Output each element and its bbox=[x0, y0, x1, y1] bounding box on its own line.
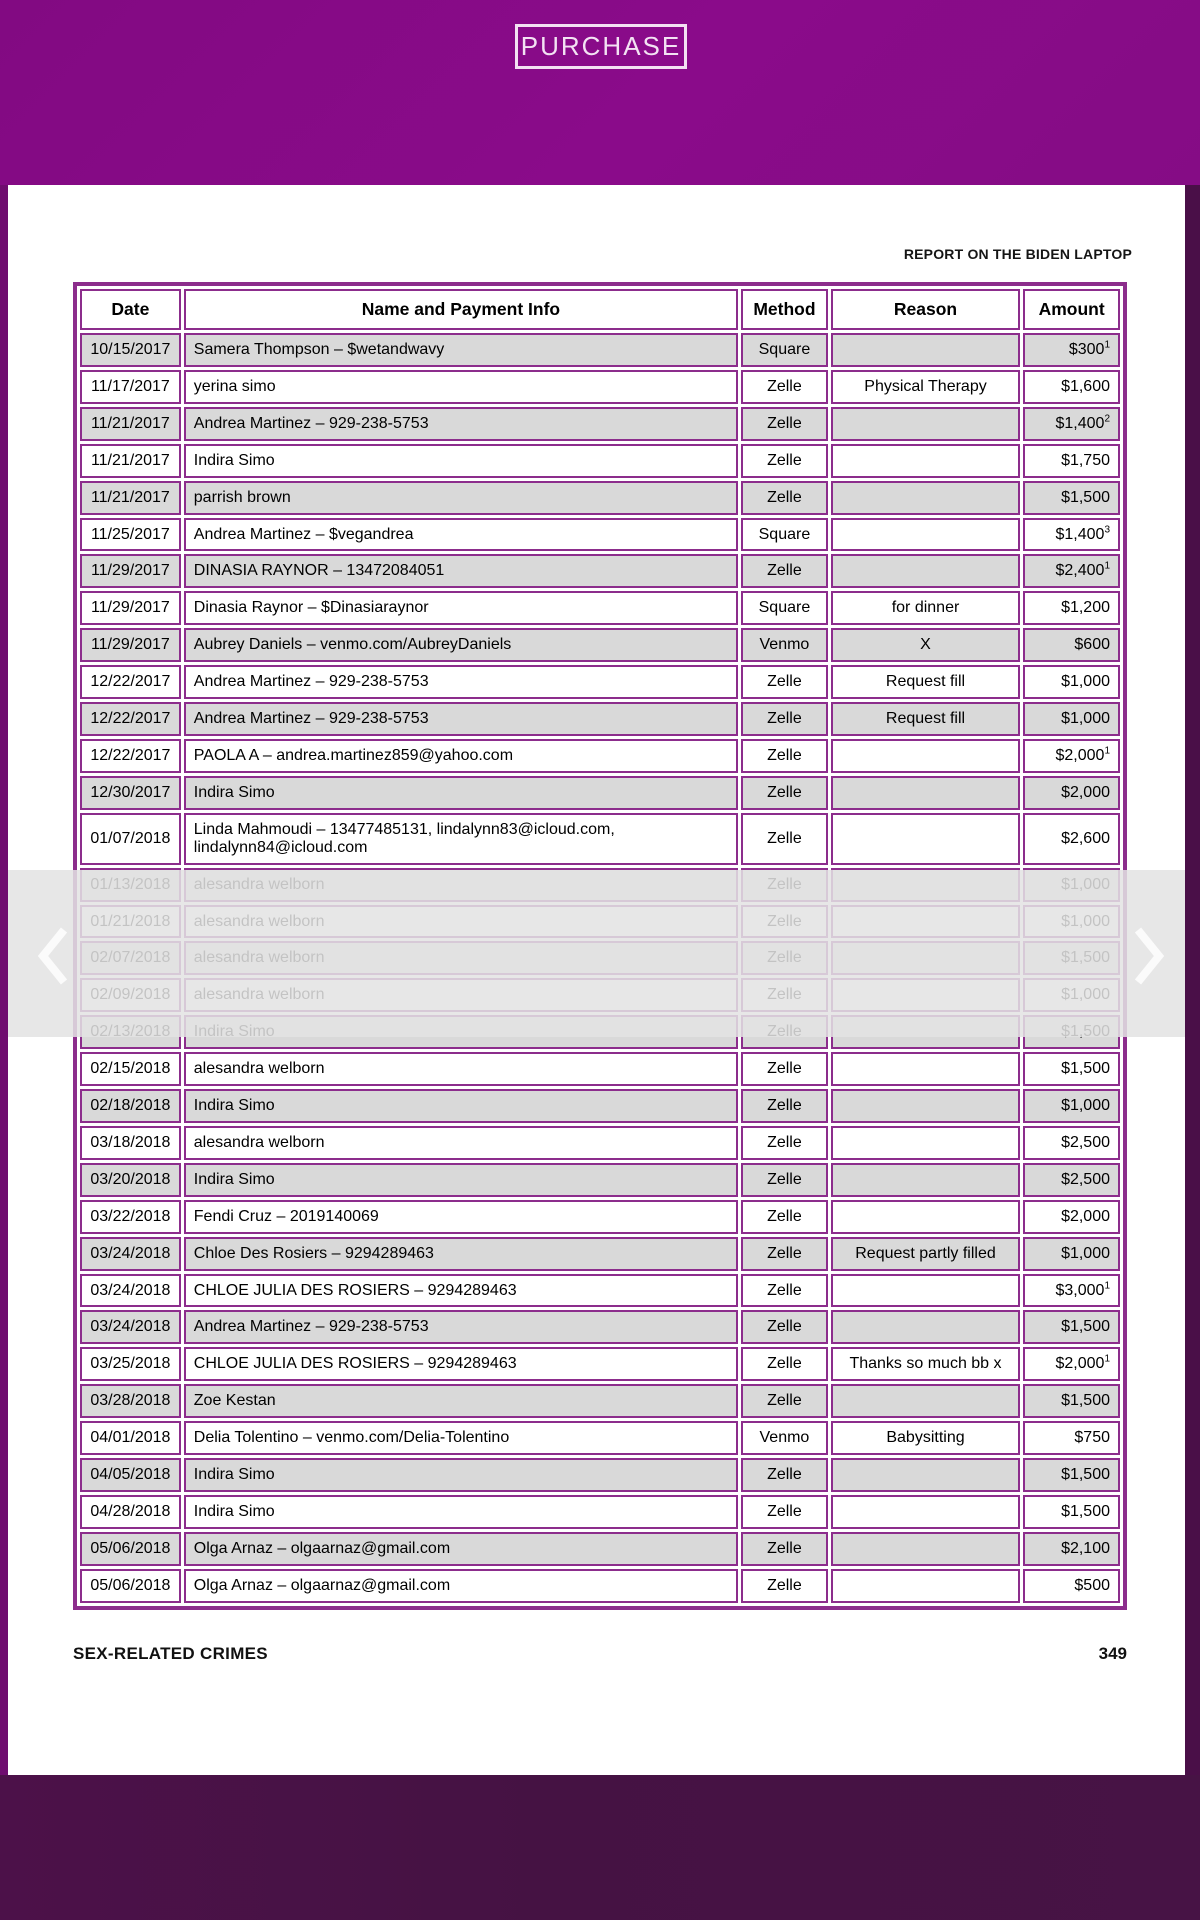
cell-reason: Physical Therapy bbox=[831, 370, 1020, 404]
cell-amount: $2,500 bbox=[1023, 1163, 1120, 1197]
cell-amount: $1,500 bbox=[1023, 481, 1120, 515]
cell-method: Zelle bbox=[741, 1126, 828, 1160]
table-row bbox=[80, 1532, 1120, 1566]
cell-name: Andrea Martinez – 929-238-5753 bbox=[184, 665, 738, 699]
cell-name: Indira Simo bbox=[184, 1089, 738, 1123]
cell-name: parrish brown bbox=[184, 481, 738, 515]
cell-reason bbox=[831, 1163, 1020, 1197]
table-row bbox=[80, 1200, 1120, 1234]
cell-date: 04/01/2018 bbox=[80, 1421, 181, 1455]
cell-date: 05/06/2018 bbox=[80, 1569, 181, 1603]
report-header-label: REPORT ON THE BIDEN LAPTOP bbox=[903, 246, 1132, 262]
cell-date: 02/18/2018 bbox=[80, 1089, 181, 1123]
cell-name: Zoe Kestan bbox=[184, 1384, 738, 1418]
table-row bbox=[80, 1126, 1120, 1160]
cell-method: Zelle bbox=[741, 665, 828, 699]
table-row bbox=[80, 518, 1120, 552]
chevron-left-icon bbox=[36, 925, 70, 987]
cell-date: 04/05/2018 bbox=[80, 1458, 181, 1492]
cell-reason bbox=[831, 444, 1020, 478]
cell-amount: $1,000 bbox=[1023, 702, 1120, 736]
cell-name: CHLOE JULIA DES ROSIERS – 9294289463 bbox=[184, 1347, 738, 1381]
cell-date: 11/21/2017 bbox=[80, 407, 181, 441]
carousel-prev-button[interactable] bbox=[36, 925, 70, 987]
cell-reason bbox=[831, 407, 1020, 441]
footnote-marker: 3 bbox=[1104, 524, 1110, 536]
cell-reason bbox=[831, 1569, 1020, 1603]
column-header: Amount bbox=[1023, 289, 1120, 330]
carousel-next-button[interactable] bbox=[1132, 925, 1166, 987]
table-row bbox=[80, 407, 1120, 441]
cell-reason: Request fill bbox=[831, 665, 1020, 699]
cell-method: Zelle bbox=[741, 1384, 828, 1418]
left-page-edge bbox=[0, 185, 8, 1775]
cell-method: Square bbox=[741, 518, 828, 552]
cell-date: 12/22/2017 bbox=[80, 665, 181, 699]
carousel-overlay-band bbox=[8, 870, 1185, 1037]
cell-name: PAOLA A – andrea.martinez859@yahoo.com bbox=[184, 739, 738, 773]
payments-table-head-row bbox=[80, 289, 1120, 330]
cell-date: 03/24/2018 bbox=[80, 1237, 181, 1271]
cell-name: Fendi Cruz – 2019140069 bbox=[184, 1200, 738, 1234]
table-row bbox=[80, 1089, 1120, 1123]
cell-amount: $1,500 bbox=[1023, 1310, 1120, 1344]
cell-name: Andrea Martinez – $vegandrea bbox=[184, 518, 738, 552]
cell-amount: $1,600 bbox=[1023, 370, 1120, 404]
cell-name: alesandra welborn bbox=[184, 1126, 738, 1160]
top-purple-banner bbox=[0, 0, 1200, 185]
cell-amount: $2,000 bbox=[1023, 776, 1120, 810]
right-page-edge bbox=[1185, 185, 1200, 1775]
cell-reason bbox=[831, 813, 1020, 865]
cell-method: Zelle bbox=[741, 739, 828, 773]
table-row bbox=[80, 776, 1120, 810]
table-row bbox=[80, 1495, 1120, 1529]
cell-method: Zelle bbox=[741, 702, 828, 736]
column-header: Date bbox=[80, 289, 181, 330]
cell-name: DINASIA RAYNOR – 13472084051 bbox=[184, 554, 738, 588]
cell-date: 02/15/2018 bbox=[80, 1052, 181, 1086]
cell-name: alesandra welborn bbox=[184, 1052, 738, 1086]
cell-method: Zelle bbox=[741, 813, 828, 865]
cell-name: Linda Mahmoudi – 13477485131, lindalynn83@icloud.com, lindalynn84@icloud.com bbox=[184, 813, 738, 865]
cell-method: Zelle bbox=[741, 776, 828, 810]
cell-method: Zelle bbox=[741, 444, 828, 478]
cell-date: 11/29/2017 bbox=[80, 628, 181, 662]
cell-method: Zelle bbox=[741, 1569, 828, 1603]
cell-amount: $1,200 bbox=[1023, 591, 1120, 625]
table-row bbox=[80, 1384, 1120, 1418]
table-row bbox=[80, 1458, 1120, 1492]
table-row bbox=[80, 1347, 1120, 1381]
cell-name: Indira Simo bbox=[184, 444, 738, 478]
table-row bbox=[80, 444, 1120, 478]
cell-date: 03/20/2018 bbox=[80, 1163, 181, 1197]
footnote-marker: 1 bbox=[1104, 561, 1110, 573]
table-row bbox=[80, 1310, 1120, 1344]
cell-amount: $2,000$^1$ bbox=[1023, 1347, 1120, 1381]
cell-reason bbox=[831, 481, 1020, 515]
footnote-marker: 1 bbox=[1104, 1354, 1110, 1366]
table-row bbox=[80, 333, 1120, 367]
cell-date: 11/17/2017 bbox=[80, 370, 181, 404]
cell-amount: $1,400$^3$ bbox=[1023, 518, 1120, 552]
column-header: Name and Payment Info bbox=[184, 289, 738, 330]
cell-method: Zelle bbox=[741, 481, 828, 515]
cell-date: 03/18/2018 bbox=[80, 1126, 181, 1160]
cell-date: 10/15/2017 bbox=[80, 333, 181, 367]
cell-date: 03/24/2018 bbox=[80, 1310, 181, 1344]
cell-name: yerina simo bbox=[184, 370, 738, 404]
table-row bbox=[80, 739, 1120, 773]
cell-date: 12/22/2017 bbox=[80, 702, 181, 736]
table-row bbox=[80, 554, 1120, 588]
cell-amount: $1,750 bbox=[1023, 444, 1120, 478]
bottom-purple-banner bbox=[0, 1775, 1200, 1920]
cell-reason: Babysitting bbox=[831, 1421, 1020, 1455]
cell-name: Olga Arnaz – olgaarnaz@gmail.com bbox=[184, 1569, 738, 1603]
cell-name: Andrea Martinez – 929-238-5753 bbox=[184, 702, 738, 736]
cell-reason bbox=[831, 554, 1020, 588]
cell-date: 11/29/2017 bbox=[80, 591, 181, 625]
cell-method: Zelle bbox=[741, 1495, 828, 1529]
cell-amount: $2,000$^1$ bbox=[1023, 739, 1120, 773]
cell-method: Square bbox=[741, 333, 828, 367]
cell-amount: $1,500 bbox=[1023, 1495, 1120, 1529]
cell-amount: $1,000 bbox=[1023, 1237, 1120, 1271]
cell-method: Zelle bbox=[741, 370, 828, 404]
cell-amount: $600 bbox=[1023, 628, 1120, 662]
cell-reason bbox=[831, 1052, 1020, 1086]
cell-date: 11/25/2017 bbox=[80, 518, 181, 552]
cell-name: Dinasia Raynor – $Dinasiaraynor bbox=[184, 591, 738, 625]
cell-name: Indira Simo bbox=[184, 1458, 738, 1492]
cell-amount: $2,400$^1$ bbox=[1023, 554, 1120, 588]
cell-reason bbox=[831, 1495, 1020, 1529]
cell-name: CHLOE JULIA DES ROSIERS – 9294289463 bbox=[184, 1274, 738, 1308]
cell-date: 05/06/2018 bbox=[80, 1532, 181, 1566]
cell-date: 11/21/2017 bbox=[80, 444, 181, 478]
cell-method: Zelle bbox=[741, 1052, 828, 1086]
cell-amount: $500 bbox=[1023, 1569, 1120, 1603]
cell-date: 03/24/2018 bbox=[80, 1274, 181, 1308]
cell-method: Zelle bbox=[741, 1237, 828, 1271]
cell-name: Olga Arnaz – olgaarnaz@gmail.com bbox=[184, 1532, 738, 1566]
cell-reason bbox=[831, 1384, 1020, 1418]
table-row bbox=[80, 1052, 1120, 1086]
cell-amount: $2,000 bbox=[1023, 1200, 1120, 1234]
cell-date: 01/07/2018 bbox=[80, 813, 181, 865]
table-row bbox=[80, 481, 1120, 515]
table-row bbox=[80, 702, 1120, 736]
cell-date: 03/22/2018 bbox=[80, 1200, 181, 1234]
table-row bbox=[80, 628, 1120, 662]
table-row bbox=[80, 1237, 1120, 1271]
table-row bbox=[80, 1421, 1120, 1455]
cell-reason bbox=[831, 1310, 1020, 1344]
cell-name: Chloe Des Rosiers – 9294289463 bbox=[184, 1237, 738, 1271]
footnote-marker: 1 bbox=[1104, 1280, 1110, 1292]
cell-name: Aubrey Daniels – venmo.com/AubreyDaniels bbox=[184, 628, 738, 662]
cell-method: Zelle bbox=[741, 1532, 828, 1566]
cell-reason bbox=[831, 1126, 1020, 1160]
footnote-marker: 1 bbox=[1104, 745, 1110, 757]
cell-reason bbox=[831, 1274, 1020, 1308]
cell-amount: $2,500 bbox=[1023, 1126, 1120, 1160]
cell-name: Andrea Martinez – 929-238-5753 bbox=[184, 407, 738, 441]
cell-amount: $1,400$^2$ bbox=[1023, 407, 1120, 441]
cell-amount: $750 bbox=[1023, 1421, 1120, 1455]
cell-method: Zelle bbox=[741, 1310, 828, 1344]
cell-reason bbox=[831, 518, 1020, 552]
cell-amount: $1,000 bbox=[1023, 1089, 1120, 1123]
cell-name: Indira Simo bbox=[184, 1163, 738, 1197]
cell-reason: Request fill bbox=[831, 702, 1020, 736]
cell-method: Zelle bbox=[741, 1163, 828, 1197]
cell-reason bbox=[831, 1200, 1020, 1234]
cell-name: Indira Simo bbox=[184, 1495, 738, 1529]
cell-amount: $\$300^1$ bbox=[1023, 333, 1120, 367]
cell-name: Samera Thompson – $wetandwavy bbox=[184, 333, 738, 367]
cell-name: Indira Simo bbox=[184, 776, 738, 810]
cell-amount: $1,500 bbox=[1023, 1458, 1120, 1492]
cell-reason bbox=[831, 1458, 1020, 1492]
cell-name: Delia Tolentino – venmo.com/Delia-Tolentino bbox=[184, 1421, 738, 1455]
cell-date: 12/30/2017 bbox=[80, 776, 181, 810]
cell-reason: for dinner bbox=[831, 591, 1020, 625]
cell-date: 11/29/2017 bbox=[80, 554, 181, 588]
cell-method: Zelle bbox=[741, 1089, 828, 1123]
cell-method: Zelle bbox=[741, 1347, 828, 1381]
cell-date: 04/28/2018 bbox=[80, 1495, 181, 1529]
cell-reason: X bbox=[831, 628, 1020, 662]
table-row bbox=[80, 370, 1120, 404]
table-row bbox=[80, 813, 1120, 865]
cell-date: 11/21/2017 bbox=[80, 481, 181, 515]
cell-amount: $2,600 bbox=[1023, 813, 1120, 865]
cell-reason bbox=[831, 776, 1020, 810]
cell-amount: $1,500 bbox=[1023, 1384, 1120, 1418]
footnote-marker: 1 bbox=[1104, 339, 1110, 351]
page-number: 349 bbox=[1098, 1644, 1127, 1663]
table-row bbox=[80, 1163, 1120, 1197]
cell-date: 03/28/2018 bbox=[80, 1384, 181, 1418]
cell-amount: $2,100 bbox=[1023, 1532, 1120, 1566]
cell-method: Venmo bbox=[741, 628, 828, 662]
cell-method: Zelle bbox=[741, 554, 828, 588]
cell-name: Andrea Martinez – 929-238-5753 bbox=[184, 1310, 738, 1344]
table-row bbox=[80, 591, 1120, 625]
cell-method: Zelle bbox=[741, 1274, 828, 1308]
cell-reason: Request partly filled bbox=[831, 1237, 1020, 1271]
cell-method: Square bbox=[741, 591, 828, 625]
column-header: Reason bbox=[831, 289, 1020, 330]
cell-reason: Thanks so much bb x bbox=[831, 1347, 1020, 1381]
cell-method: Venmo bbox=[741, 1421, 828, 1455]
cell-method: Zelle bbox=[741, 1200, 828, 1234]
cell-reason bbox=[831, 1089, 1020, 1123]
cell-date: 03/25/2018 bbox=[80, 1347, 181, 1381]
chevron-right-icon bbox=[1132, 925, 1166, 987]
cell-method: Zelle bbox=[741, 407, 828, 441]
cell-reason bbox=[831, 333, 1020, 367]
cell-reason bbox=[831, 739, 1020, 773]
footnote-marker: 2 bbox=[1104, 413, 1110, 425]
column-header: Method bbox=[741, 289, 828, 330]
cell-amount: $3,000$^1$ bbox=[1023, 1274, 1120, 1308]
cell-amount: $1,000 bbox=[1023, 665, 1120, 699]
cell-amount: $1,500 bbox=[1023, 1052, 1120, 1086]
cell-date: 12/22/2017 bbox=[80, 739, 181, 773]
purchase-button[interactable]: PURCHASE bbox=[515, 24, 687, 69]
table-row bbox=[80, 665, 1120, 699]
table-row bbox=[80, 1274, 1120, 1308]
cell-reason bbox=[831, 1532, 1020, 1566]
page-footer-title: SEX-RELATED CRIMES bbox=[73, 1644, 268, 1663]
cell-method: Zelle bbox=[741, 1458, 828, 1492]
table-row bbox=[80, 1569, 1120, 1603]
